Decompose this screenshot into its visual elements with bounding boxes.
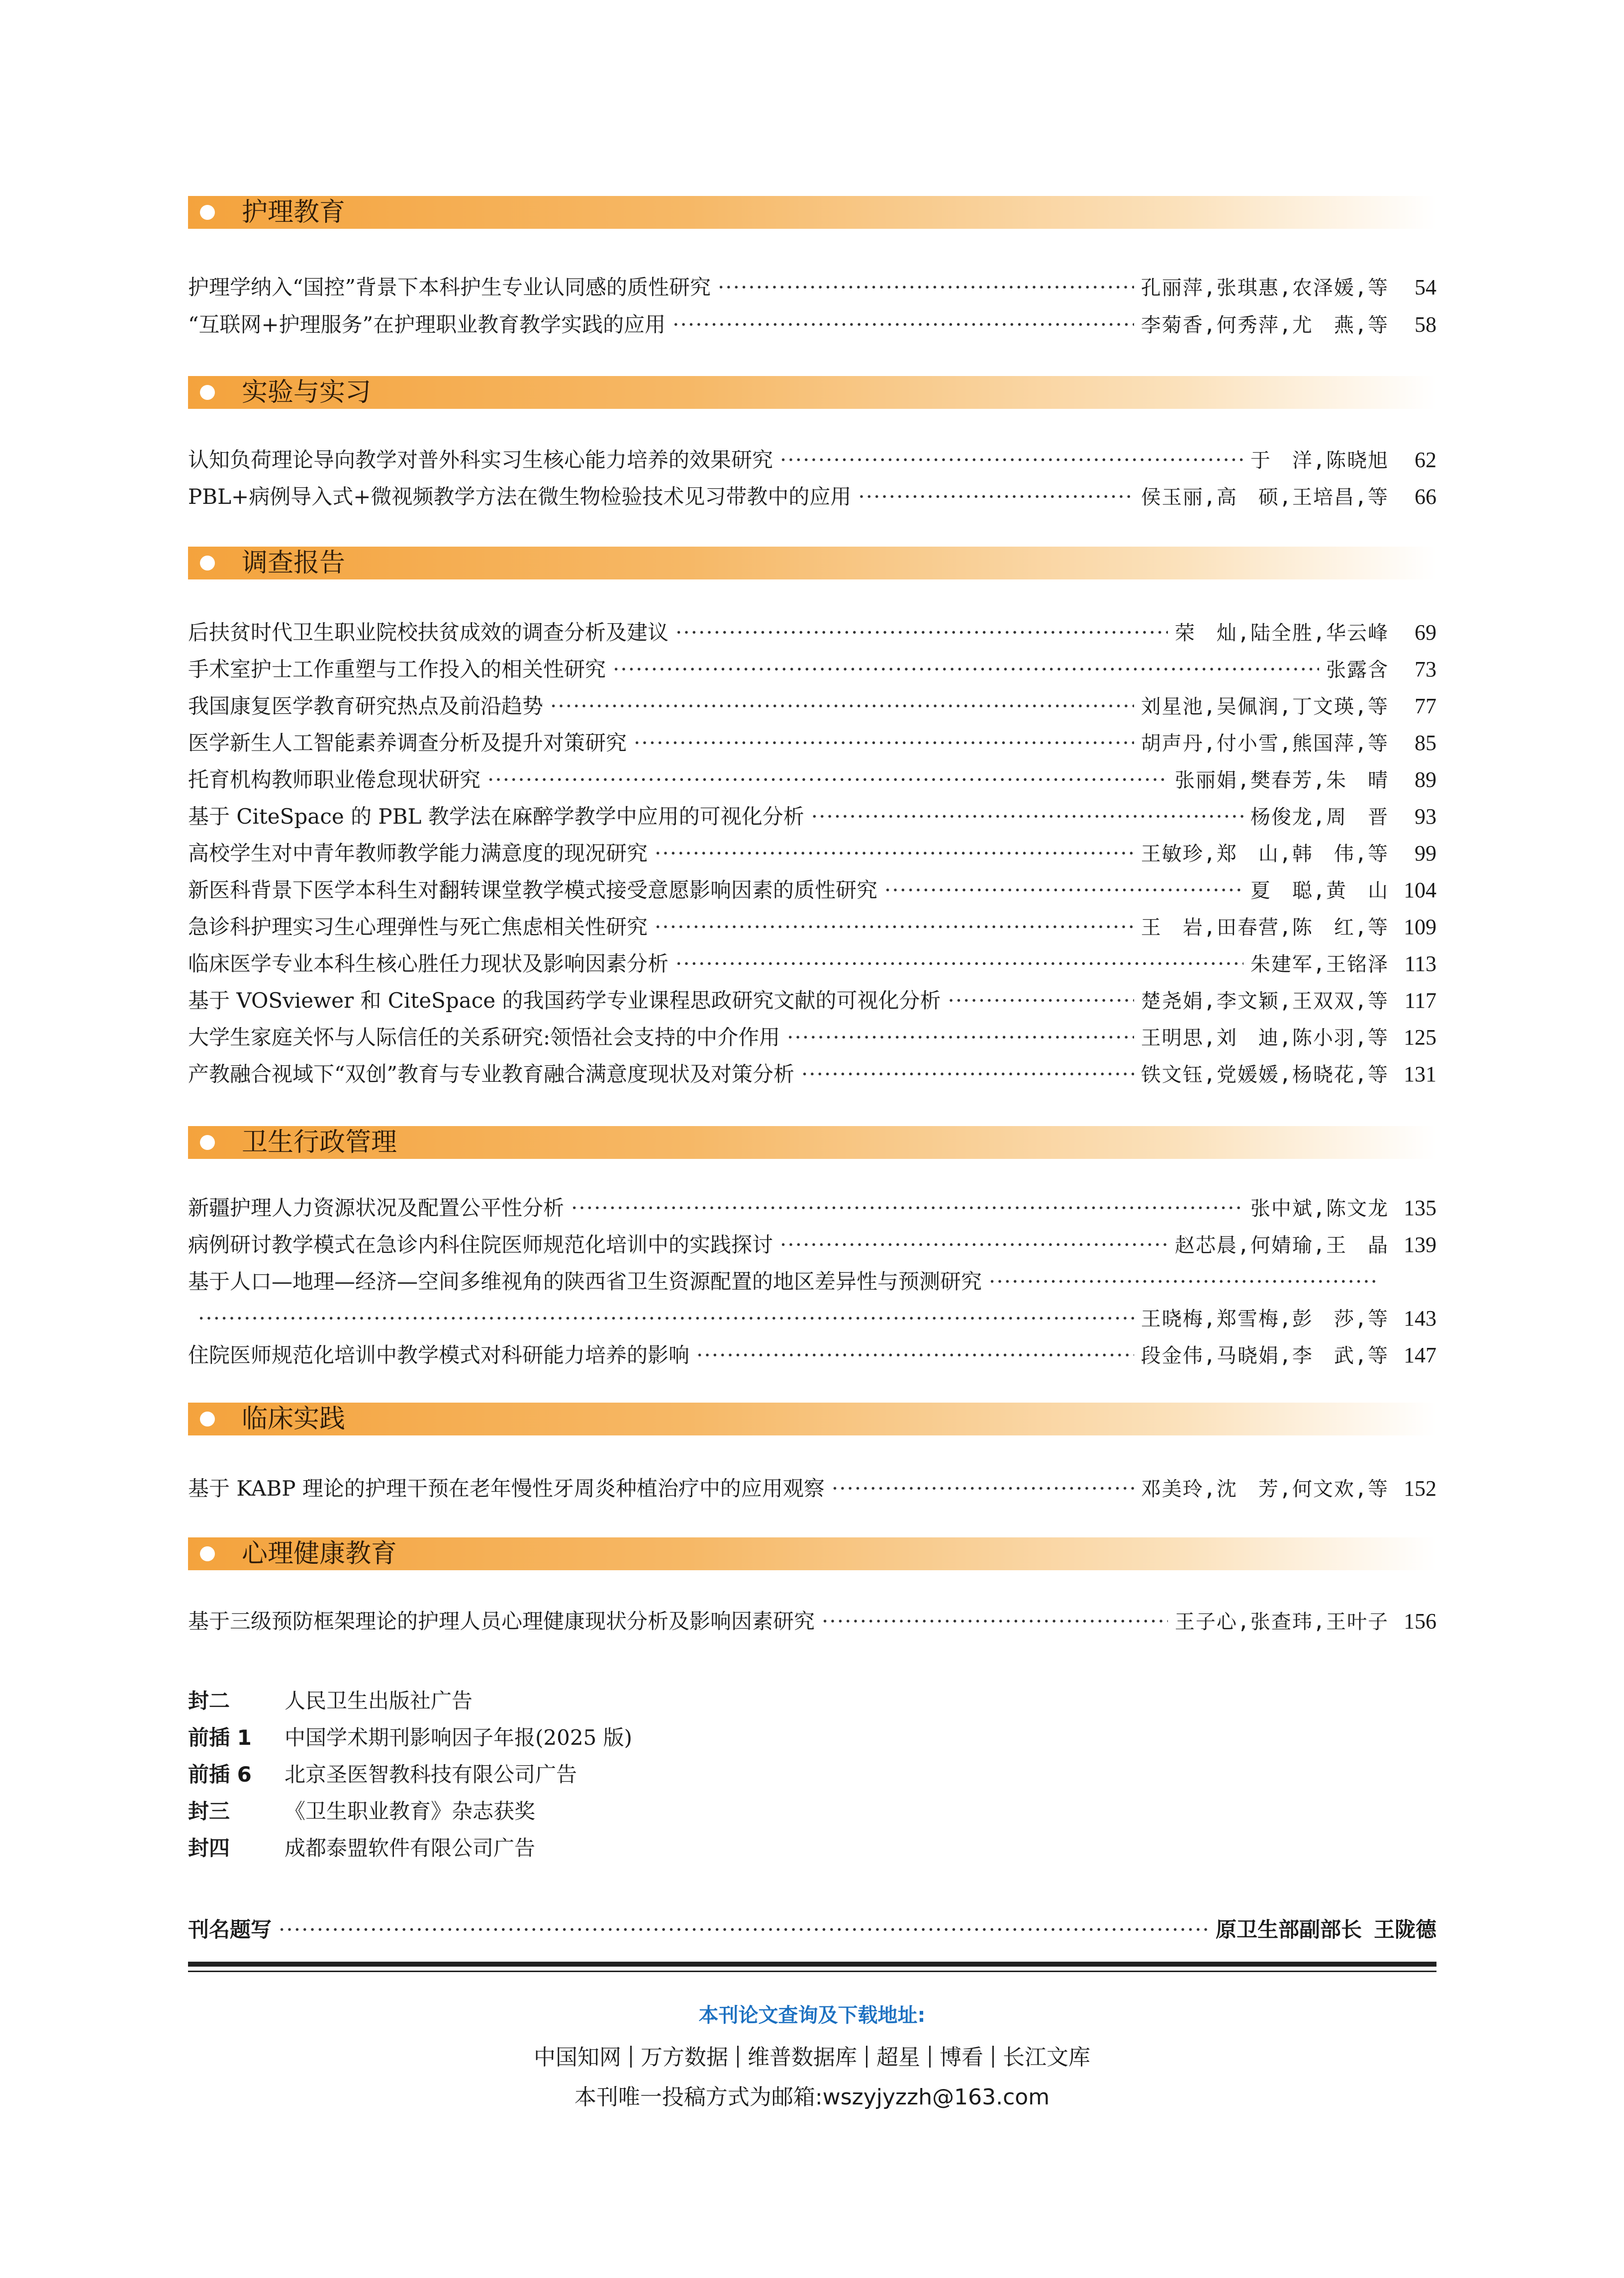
toc-entry[interactable] bbox=[188, 443, 1436, 477]
article-title: 新医科背景下医学本科生对翻转课堂教学模式接受意愿影响因素的质性研究 bbox=[188, 878, 878, 902]
page-number: 147 bbox=[1404, 1343, 1436, 1367]
page-number: 125 bbox=[1404, 1025, 1436, 1049]
section-title: 临床实践 bbox=[242, 1404, 346, 1434]
page-number: 58 bbox=[1415, 312, 1436, 337]
insert-item bbox=[188, 1757, 577, 1792]
toc-entry[interactable] bbox=[188, 910, 1436, 945]
section-header-mental-health-education bbox=[188, 1537, 1436, 1570]
article-title: PBL+病例导入式+微视频教学方法在微生物检验技术见习带教中的应用 bbox=[188, 484, 852, 509]
dot-leader bbox=[822, 1604, 1168, 1639]
dot-leader bbox=[487, 762, 1168, 797]
dot-leader bbox=[675, 615, 1168, 650]
separator bbox=[737, 2046, 739, 2068]
toc-entry[interactable] bbox=[188, 873, 1436, 908]
bullet-circle-icon bbox=[200, 556, 215, 570]
article-title: 手术室护士工作重塑与工作投入的相关性研究 bbox=[188, 657, 606, 681]
article-title: 新疆护理人力资源状况及配置公平性分析 bbox=[188, 1196, 565, 1220]
article-authors: 王敏珍,郑 山,韩 伟,等 bbox=[1141, 843, 1389, 865]
dot-leader bbox=[780, 443, 1243, 477]
database-vip[interactable]: 维普数据库 bbox=[748, 2045, 857, 2070]
toc-entry[interactable] bbox=[188, 689, 1436, 724]
separator bbox=[992, 2046, 994, 2068]
footer-heading: 本刊论文查询及下载地址: bbox=[698, 2004, 926, 2027]
toc-entry[interactable] bbox=[188, 1191, 1436, 1226]
article-title: 产教融合视域下“双创”教育与专业教育融合满意度现状及对策分析 bbox=[188, 1062, 794, 1086]
database-chaoxing[interactable]: 超星 bbox=[876, 2045, 920, 2070]
dot-leader bbox=[780, 1228, 1168, 1262]
dot-leader bbox=[634, 726, 1134, 760]
article-title: 基于 VOSviewer 和 CiteSpace 的我国药学专业课程思政研究文献的可视化分析 bbox=[188, 988, 941, 1013]
dot-leader bbox=[801, 1057, 1134, 1092]
dot-leader bbox=[811, 799, 1243, 834]
toc-entry-continuation[interactable] bbox=[188, 1301, 1436, 1336]
separator bbox=[866, 2046, 867, 2068]
insert-label: 封四 bbox=[188, 1836, 230, 1860]
section-header-health-administration bbox=[188, 1126, 1436, 1159]
article-authors: 于 洋,陈晓旭 bbox=[1250, 449, 1389, 472]
dot-leader bbox=[948, 983, 1134, 1018]
toc-entry[interactable] bbox=[188, 836, 1436, 871]
page-number: 109 bbox=[1404, 915, 1436, 939]
article-title: 认知负荷理论导向教学对普外科实习生核心能力培养的效果研究 bbox=[188, 448, 773, 472]
insert-item bbox=[188, 1794, 535, 1829]
dot-leader bbox=[571, 1191, 1243, 1226]
toc-entry[interactable] bbox=[188, 307, 1436, 342]
article-title: 急诊科护理实习生心理弹性与死亡焦虑相关性研究 bbox=[188, 915, 648, 939]
separator bbox=[630, 2046, 632, 2068]
insert-text: 中国学术期刊影响因子年报(2025 版) bbox=[285, 1725, 633, 1750]
article-title: 基于 CiteSpace 的 PBL 教学法在麻醉学教学中应用的可视化分析 bbox=[188, 804, 804, 829]
insert-text: 北京圣医智教科技有限公司广告 bbox=[285, 1762, 577, 1787]
article-authors: 李菊香,何秀萍,尤 燕,等 bbox=[1141, 314, 1389, 337]
dot-leader bbox=[655, 910, 1134, 945]
dot-leader bbox=[858, 479, 1134, 514]
page-number: 62 bbox=[1415, 448, 1436, 472]
dot-leader bbox=[655, 836, 1134, 871]
page-number: 77 bbox=[1415, 694, 1436, 718]
section-title: 调查报告 bbox=[242, 548, 346, 578]
toc-entry[interactable] bbox=[188, 1057, 1436, 1092]
section-header-clinical-practice bbox=[188, 1403, 1436, 1435]
page-number: 54 bbox=[1415, 275, 1436, 299]
insert-label: 封三 bbox=[188, 1799, 230, 1823]
section-title: 卫生行政管理 bbox=[242, 1128, 397, 1157]
page-number: 113 bbox=[1404, 951, 1436, 976]
bullet-circle-icon bbox=[200, 1546, 215, 1561]
insert-text: 人民卫生出版社广告 bbox=[285, 1689, 473, 1713]
page-number: 152 bbox=[1404, 1476, 1436, 1501]
toc-entry[interactable] bbox=[188, 615, 1436, 650]
page-number: 66 bbox=[1415, 484, 1436, 509]
dot-leader bbox=[696, 1338, 1134, 1373]
bullet-circle-icon bbox=[200, 205, 215, 220]
database-changjiang[interactable]: 长江文库 bbox=[1003, 2045, 1090, 2070]
database-cnki[interactable]: 中国知网 bbox=[534, 2045, 621, 2070]
section-header-survey-reports bbox=[188, 547, 1436, 579]
dot-leader bbox=[832, 1471, 1134, 1506]
toc-entry[interactable] bbox=[188, 1338, 1436, 1373]
article-authors: 张中斌,陈文龙 bbox=[1250, 1197, 1389, 1220]
page-number: 117 bbox=[1404, 988, 1436, 1013]
article-authors: 孔丽萍,张琪惠,农泽媛,等 bbox=[1141, 277, 1389, 299]
database-list bbox=[0, 2039, 1624, 2071]
article-authors: 段金伟,马晓娟,李 武,等 bbox=[1141, 1344, 1389, 1367]
article-authors: 王 岩,田春营,陈 红,等 bbox=[1141, 916, 1389, 939]
article-title: 基于 KABP 理论的护理干预在老年慢性牙周炎种植治疗中的应用观察 bbox=[188, 1476, 825, 1501]
article-title: 大学生家庭关怀与人际信任的关系研究:领悟社会支持的中介作用 bbox=[188, 1025, 780, 1049]
article-authors: 荣 灿,陆全胜,华云峰 bbox=[1174, 622, 1389, 645]
toc-entry[interactable] bbox=[188, 479, 1436, 514]
divider-thin bbox=[188, 1971, 1436, 1972]
article-authors: 铁文钰,党媛媛,杨晓花,等 bbox=[1141, 1063, 1389, 1086]
credit-name: 王陇德 bbox=[1373, 1917, 1436, 1942]
toc-entry[interactable] bbox=[188, 762, 1436, 797]
article-title: 临床医学专业本科生核心胜任力现状及影响因素分析 bbox=[188, 951, 669, 976]
article-title: 医学新生人工智能素养调查分析及提升对策研究 bbox=[188, 731, 627, 755]
insert-label: 前插 1 bbox=[188, 1725, 252, 1750]
article-title: 基于人口—地理—经济—空间多维视角的陕西省卫生资源配置的地区差异性与预测研究 bbox=[188, 1269, 982, 1294]
article-title: 护理学纳入“国控”背景下本科护生专业认同感的质性研究 bbox=[188, 275, 711, 299]
section-title: 实验与实习 bbox=[242, 378, 372, 407]
article-title: “互联网+护理服务”在护理职业教育教学实践的应用 bbox=[188, 312, 666, 337]
bullet-circle-icon bbox=[200, 385, 215, 400]
dot-leader bbox=[672, 307, 1134, 342]
article-authors: 胡声丹,付小雪,熊国萍,等 bbox=[1141, 732, 1389, 755]
page-number: 131 bbox=[1404, 1062, 1436, 1086]
article-authors: 王明思,刘 迪,陈小羽,等 bbox=[1141, 1027, 1389, 1049]
insert-item bbox=[188, 1684, 473, 1718]
dot-leader bbox=[787, 1020, 1134, 1055]
article-title: 病例研讨教学模式在急诊内科住院医师规范化培训中的实践探讨 bbox=[188, 1233, 773, 1257]
separator bbox=[929, 2046, 931, 2068]
dot-leader bbox=[989, 1264, 1380, 1299]
article-title: 我国康复医学教育研究热点及前沿趋势 bbox=[188, 694, 544, 718]
article-authors: 赵芯晨,何婧瑜,王 晶 bbox=[1174, 1234, 1389, 1257]
page-number: 93 bbox=[1415, 804, 1436, 829]
insert-label: 封二 bbox=[188, 1689, 230, 1713]
toc-entry[interactable] bbox=[188, 270, 1436, 305]
article-authors: 朱建军,王铭泽 bbox=[1250, 953, 1389, 976]
database-wanfang[interactable]: 万方数据 bbox=[641, 2045, 728, 2070]
toc-entry[interactable] bbox=[188, 799, 1436, 834]
page-number: 104 bbox=[1404, 878, 1436, 902]
database-bookan[interactable]: 博看 bbox=[940, 2045, 983, 2070]
article-authors: 张丽娟,樊春芳,朱 晴 bbox=[1174, 769, 1389, 792]
page-number: 99 bbox=[1415, 841, 1436, 865]
article-authors: 杨俊龙,周 晋 bbox=[1250, 806, 1389, 829]
article-authors: 刘星池,吴佩润,丁文瑛,等 bbox=[1141, 695, 1389, 718]
insert-item bbox=[188, 1720, 632, 1755]
dot-leader bbox=[613, 652, 1319, 687]
article-title: 高校学生对中青年教师教学能力满意度的现况研究 bbox=[188, 841, 648, 865]
submission-email[interactable]: 本刊唯一投稿方式为邮箱:wszyjyzzh@163.com bbox=[574, 2085, 1050, 2110]
page-number: 69 bbox=[1415, 620, 1436, 645]
dot-leader bbox=[884, 873, 1243, 908]
credit-role: 原卫生部副部长 bbox=[1215, 1917, 1362, 1942]
bullet-circle-icon bbox=[200, 1412, 215, 1426]
article-authors: 侯玉丽,高 硕,王培昌,等 bbox=[1141, 486, 1389, 509]
toc-entry[interactable] bbox=[188, 1604, 1436, 1639]
credit-label: 刊名题写 bbox=[188, 1917, 272, 1942]
page-number: 73 bbox=[1415, 657, 1436, 681]
toc-entry[interactable] bbox=[188, 1228, 1436, 1262]
article-authors: 邓美玲,沈 芳,何文欢,等 bbox=[1141, 1478, 1389, 1501]
insert-text: 《卫生职业教育》杂志获奖 bbox=[285, 1799, 536, 1823]
toc-entry[interactable] bbox=[188, 726, 1436, 760]
section-header-lab-and-internship bbox=[188, 376, 1436, 409]
toc-entry[interactable] bbox=[188, 652, 1436, 687]
article-authors: 王晓梅,郑雪梅,彭 莎,等 bbox=[1141, 1308, 1389, 1330]
toc-entry[interactable] bbox=[188, 983, 1436, 1018]
toc-entry[interactable] bbox=[188, 1264, 1387, 1299]
article-title: 后扶贫时代卫生职业院校扶贫成效的调查分析及建议 bbox=[188, 620, 669, 645]
article-authors: 楚尧娟,李文颖,王双双,等 bbox=[1141, 990, 1389, 1013]
article-title: 住院医师规范化培训中教学模式对科研能力培养的影响 bbox=[188, 1343, 690, 1367]
page-number: 135 bbox=[1404, 1196, 1436, 1220]
bullet-circle-icon bbox=[200, 1135, 215, 1150]
section-title: 护理教育 bbox=[242, 197, 346, 227]
toc-entry[interactable] bbox=[188, 1020, 1436, 1055]
dot-leader bbox=[675, 947, 1243, 981]
article-authors: 夏 聪,黄 山 bbox=[1250, 879, 1389, 902]
page-number: 143 bbox=[1404, 1306, 1436, 1330]
insert-label: 前插 6 bbox=[188, 1762, 252, 1787]
article-authors: 王子心,张查玮,王叶子 bbox=[1174, 1611, 1389, 1633]
dot-leader bbox=[550, 689, 1134, 724]
article-title: 托育机构教师职业倦怠现状研究 bbox=[188, 767, 481, 792]
toc-entry[interactable] bbox=[188, 1471, 1436, 1506]
toc-entry[interactable] bbox=[188, 947, 1436, 981]
page-number: 156 bbox=[1404, 1609, 1436, 1633]
section-header-nursing-education bbox=[188, 196, 1436, 229]
insert-item bbox=[188, 1831, 535, 1866]
dot-leader bbox=[718, 270, 1134, 305]
dot-leader bbox=[198, 1301, 1134, 1336]
title-calligraphy-credit bbox=[188, 1912, 1436, 1947]
dot-leader bbox=[279, 1912, 1209, 1947]
page-number: 89 bbox=[1415, 767, 1436, 792]
article-title: 基于三级预防框架理论的护理人员心理健康现状分析及影响因素研究 bbox=[188, 1609, 815, 1633]
article-authors: 张露含 bbox=[1326, 659, 1389, 681]
section-title: 心理健康教育 bbox=[242, 1539, 397, 1569]
divider-thick bbox=[188, 1962, 1436, 1967]
page-number: 85 bbox=[1415, 731, 1436, 755]
page-number: 139 bbox=[1404, 1233, 1436, 1257]
insert-text: 成都泰盟软件有限公司广告 bbox=[285, 1836, 536, 1860]
